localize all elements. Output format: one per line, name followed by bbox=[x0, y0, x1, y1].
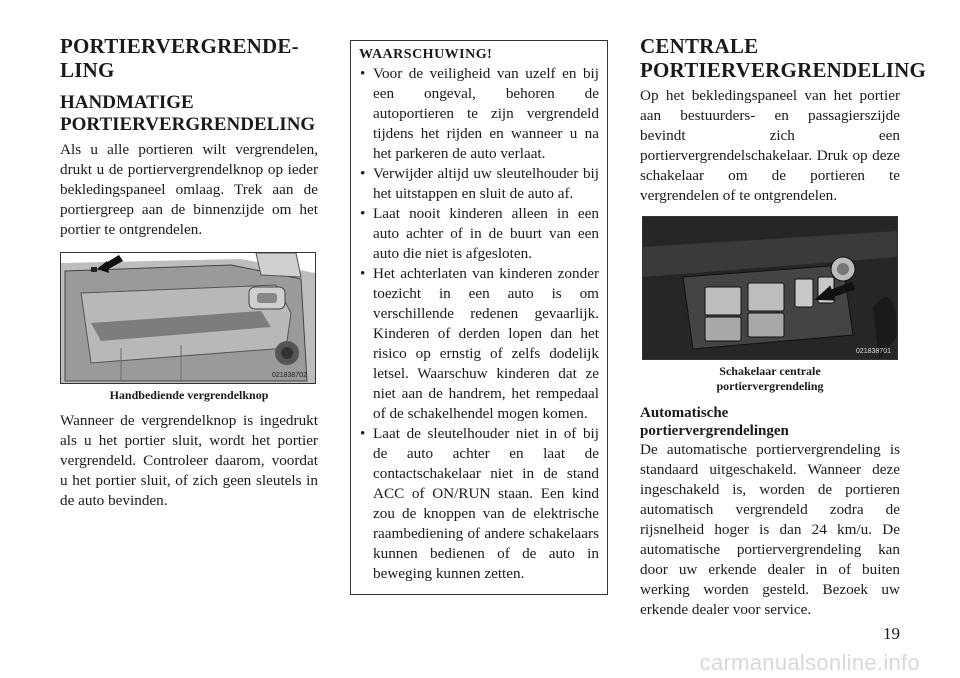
left-column bbox=[60, 30, 318, 511]
figure-code: 021838702 bbox=[271, 372, 307, 379]
manual-locks-paragraph: Als u alle portieren wilt vergrendelen, drukt u de portiervergrendelknop op ieder bekledingspaneel omlaag. Trek aan de portiergreep aan de binnenzijde om het portier te ontgrendelen. bbox=[60, 141, 318, 238]
automatic-locks-paragraph: De automatische portiervergrendeling is standaard uitgeschakeld. Wanneer deze ingeschakeld is, worden de portieren automatisch vergrendeld zodra de rijsnelheid hoger is dan 24 km/u. De automatische portiervergrendeling kan door uw erkende dealer in of buiten werking worden gesteld. Bezoek uw erkende dealer voor service. bbox=[640, 441, 900, 618]
central-locking-paragraph: Op het bekledingspaneel van het portier aan bestuurders- en passagierszijde bevindt zich een portiervergrendelschakelaar. Druk op deze schakelaar om de portieren te vergrendelen of te ontgrendelen. bbox=[640, 87, 900, 204]
warning-item: • Verwijder altijd uw sleutelhouder bij het uitstappen en sluit de auto af. bbox=[359, 164, 599, 204]
section-title-central-locking: CENTRALE PORTIERVERGRENDELING bbox=[640, 34, 927, 82]
door-panel-figure bbox=[60, 252, 316, 384]
section-title-door-locks: PORTIERVERGRENDE-LING bbox=[60, 34, 299, 82]
warning-item: • Voor de veiligheid van uzelf en bij een ongeval, behoren de autoportieren te zijn vergrendeld tijdens het rijden en wanneer u na het parkeren de auto verlaat. bbox=[359, 64, 599, 164]
warning-item: • Laat nooit kinderen alleen in een auto achter of in de buurt van een auto die niet is afgesloten. bbox=[359, 204, 599, 264]
subtitle-automatic-locks: Automatische portiervergrendelingen bbox=[640, 405, 789, 439]
subtitle-manual-locks: HANDMATIGE PORTIERVERGRENDELING bbox=[60, 92, 316, 135]
page-number: 19 bbox=[883, 624, 900, 643]
figure-caption: Handbediende vergrendelknop bbox=[109, 388, 269, 402]
door-panel-illustration bbox=[61, 253, 315, 383]
figure-code: 021838701 bbox=[855, 348, 891, 355]
right-column bbox=[640, 30, 927, 620]
watermark: carmanualsonline.info bbox=[699, 650, 920, 675]
switch-figure bbox=[642, 216, 898, 360]
lock-switch-illustration bbox=[643, 217, 897, 359]
figure-caption: Schakelaar centrale portiervergrendeling bbox=[716, 364, 824, 393]
lock-knob-paragraph: Wanneer de vergrendelknop is ingedrukt als u het portier sluit, wordt het portier vergrendeld. Controleer daarom, voordat u het portier sluit, of zich geen sleutels in de auto bevinden. bbox=[60, 412, 318, 509]
warning-item: • Het achterlaten van kinderen zonder toezicht in een auto is om verschillende redenen gevaarlijk. Kinderen of derden lopen dan het risico op ernstig of zelfs dodelijk letsel. Waarschuw kinderen dat ze niet aan de handrem, het rempedaal of de schakelhendel mogen komen. bbox=[359, 264, 599, 424]
warning-title: WAARSCHUWING! bbox=[359, 47, 493, 62]
warning-item: • Laat de sleutelhouder niet in of bij de auto achter en laat de contactschakelaar niet in de stand ACC of ON/RUN staan. Een kind zou de knoppen van de elektrische raambediening of andere schakelaars kunnen bedienen of de auto in beweging kunnen zetten. bbox=[359, 424, 599, 584]
middle-column bbox=[350, 40, 608, 595]
warning-list bbox=[359, 64, 599, 584]
warning-box bbox=[350, 40, 608, 595]
